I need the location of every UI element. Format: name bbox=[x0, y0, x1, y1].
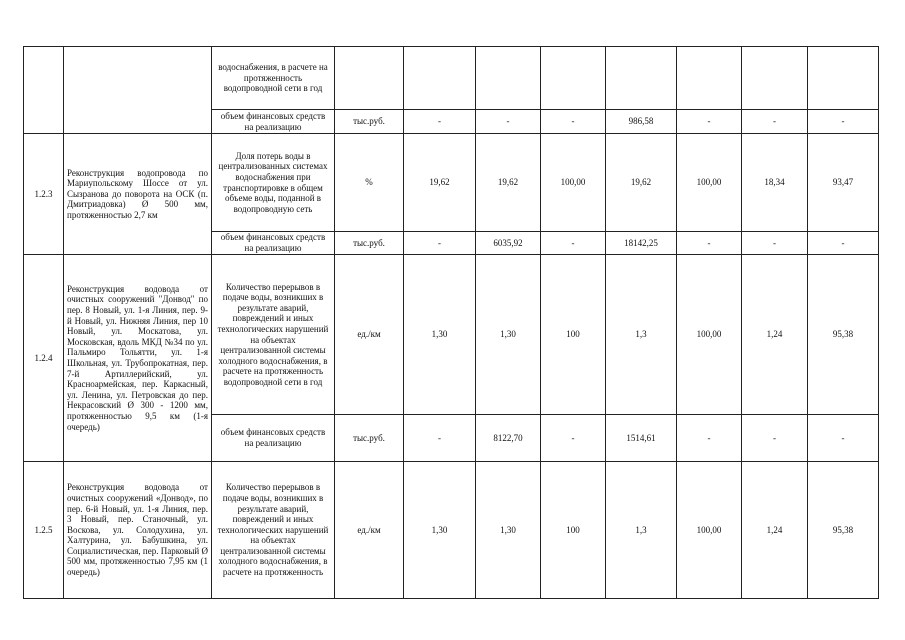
project-cell: Реконструкция водовода от очистных сооружений «Донвод», по пер. 6-й Новый, ул. 1-я Линия, пер. 3 Новый, пер. Станочный, ул. Воскова, ул. Солодухина, ул. Халтурина, ул. Бабушкина, ул. Социалистическая, пер. Парковый Ø 500 мм, протяженностью 7,95 км (1 очередь) bbox=[64, 462, 212, 599]
value-cell: - bbox=[404, 232, 476, 255]
value-cell: - bbox=[404, 110, 476, 134]
table-row bbox=[24, 134, 879, 232]
value-cell: 1,24 bbox=[742, 255, 808, 415]
value-cell: 1,3 bbox=[606, 462, 677, 599]
value-cell: 18142,25 bbox=[606, 232, 677, 255]
value-cell bbox=[677, 47, 742, 110]
program-table bbox=[23, 46, 879, 599]
value-cell: - bbox=[742, 415, 808, 462]
value-cell: 95,38 bbox=[808, 255, 879, 415]
value-cell: 93,47 bbox=[808, 134, 879, 232]
value-cell: 1514,61 bbox=[606, 415, 677, 462]
indicator-cell: водоснабжения, в расчете на протяженность водопроводной сети в год bbox=[212, 47, 335, 110]
value-cell: - bbox=[677, 232, 742, 255]
value-cell: 986,58 bbox=[606, 110, 677, 134]
value-cell: 100 bbox=[541, 255, 606, 415]
table-row bbox=[24, 47, 879, 110]
value-cell: - bbox=[677, 415, 742, 462]
value-cell: 6035,92 bbox=[476, 232, 541, 255]
indicator-cell: Доля потерь воды в централизованных системах водоснабжения при транспортировке в общем объеме воды, поданной в водопроводную сеть bbox=[212, 134, 335, 232]
value-cell: - bbox=[541, 232, 606, 255]
value-cell: 100,00 bbox=[677, 255, 742, 415]
unit-cell bbox=[335, 47, 404, 110]
value-cell: 18,34 bbox=[742, 134, 808, 232]
table-row bbox=[24, 255, 879, 415]
value-cell: 100 bbox=[541, 462, 606, 599]
indicator-cell: объем финансовых средств на реализацию bbox=[212, 110, 335, 134]
value-cell bbox=[541, 47, 606, 110]
unit-cell: тыс.руб. bbox=[335, 110, 404, 134]
row-number-cell bbox=[24, 47, 64, 134]
value-cell: 1,30 bbox=[476, 255, 541, 415]
value-cell: 1,30 bbox=[404, 462, 476, 599]
value-cell: 95,38 bbox=[808, 462, 879, 599]
project-cell: Реконструкция водовода от очистных сооружений "Донвод" по пер. 8 Новый, ул. 1-я Линия, пер. 9-й Новый, ул. Нижняя Линия, пер 10 Новый, ул. Москатова, ул. Московская, вдоль МКД №34 по ул. Пальмиро Тольятти, ул. 1-я Школьная, ул. Трубопрокатная, пер. 7-й Артиллерийский, ул. Красноармейская, пер. Каркасный, ул. Ленина, ул. Петровская до пер. Некрасовский Ø 300 - 1200 мм, протяженностью 9,5 км (1-я очередь) bbox=[64, 255, 212, 462]
value-cell: - bbox=[541, 415, 606, 462]
indicator-cell: Количество перерывов в подаче воды, возникших в результате аварий, повреждений и иных технологических нарушений на объектах централизованной системы холодного водоснабжения, в расчете на протяженность bbox=[212, 462, 335, 599]
unit-cell: ед./км bbox=[335, 255, 404, 415]
value-cell bbox=[606, 47, 677, 110]
value-cell: - bbox=[808, 415, 879, 462]
unit-cell: тыс.руб. bbox=[335, 232, 404, 255]
document-page bbox=[23, 46, 878, 599]
value-cell: 100,00 bbox=[677, 134, 742, 232]
value-cell: - bbox=[677, 110, 742, 134]
value-cell: 1,30 bbox=[476, 462, 541, 599]
value-cell: - bbox=[742, 232, 808, 255]
value-cell: 19,62 bbox=[476, 134, 541, 232]
value-cell: 19,62 bbox=[404, 134, 476, 232]
project-cell bbox=[64, 47, 212, 134]
unit-cell: ед./км bbox=[335, 462, 404, 599]
value-cell bbox=[742, 47, 808, 110]
value-cell: 19,62 bbox=[606, 134, 677, 232]
indicator-cell: Количество перерывов в подаче воды, возникших в результате аварий, повреждений и иных технологических нарушений на объектах централизованной системы холодного водоснабжения, в расчете на протяженность водопроводной сети в год bbox=[212, 255, 335, 415]
value-cell: - bbox=[476, 110, 541, 134]
indicator-cell: объем финансовых средств на реализацию bbox=[212, 232, 335, 255]
value-cell: 1,30 bbox=[404, 255, 476, 415]
row-number-cell: 1.2.5 bbox=[24, 462, 64, 599]
indicator-cell: объем финансовых средств на реализацию bbox=[212, 415, 335, 462]
value-cell: 8122,70 bbox=[476, 415, 541, 462]
row-number-cell: 1.2.3 bbox=[24, 134, 64, 255]
value-cell: 1,24 bbox=[742, 462, 808, 599]
table-row bbox=[24, 462, 879, 599]
value-cell: - bbox=[742, 110, 808, 134]
value-cell: 100,00 bbox=[541, 134, 606, 232]
value-cell: 1,3 bbox=[606, 255, 677, 415]
value-cell bbox=[808, 47, 879, 110]
unit-cell: % bbox=[335, 134, 404, 232]
unit-cell: тыс.руб. bbox=[335, 415, 404, 462]
row-number-cell: 1.2.4 bbox=[24, 255, 64, 462]
value-cell bbox=[476, 47, 541, 110]
value-cell: - bbox=[541, 110, 606, 134]
value-cell: 100,00 bbox=[677, 462, 742, 599]
value-cell: - bbox=[808, 232, 879, 255]
value-cell: - bbox=[404, 415, 476, 462]
value-cell bbox=[404, 47, 476, 110]
project-cell: Реконструкция водопровода по Мариупольскому Шоссе от ул. Сызранова до поворота на ОСК (п. Дмитриадовка) Ø 500 мм, протяженностью 2,7 км bbox=[64, 134, 212, 255]
value-cell: - bbox=[808, 110, 879, 134]
